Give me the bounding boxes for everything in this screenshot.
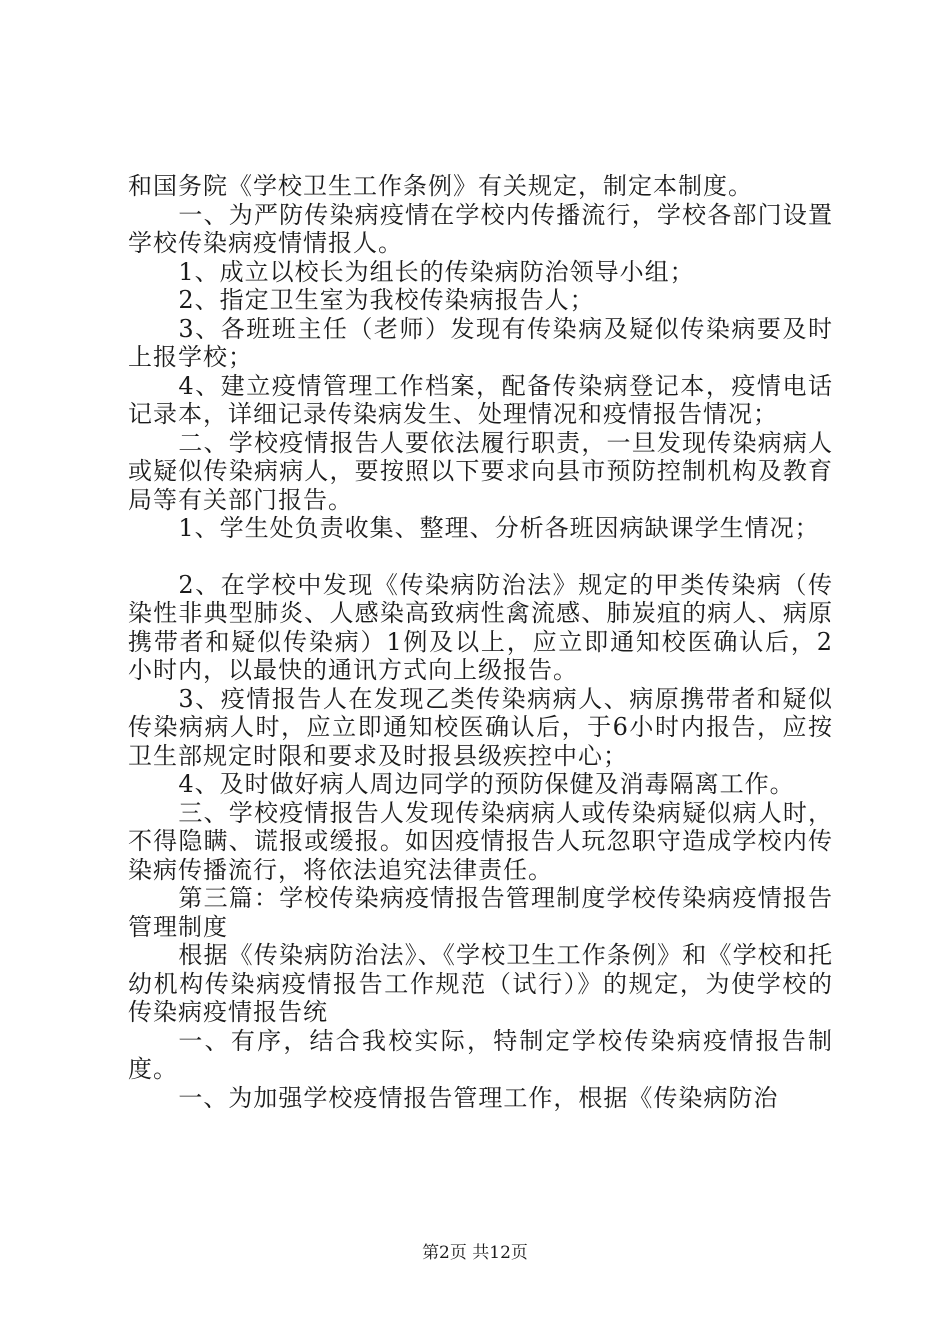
body-paragraph: 3、疫情报告人在发现乙类传染病病人、病原携带者和疑似传染病病人时，应立即通知校医确认后，于6小时内报告，应按卫生部规定时限和要求及时报县级疾控中心； bbox=[128, 684, 833, 770]
body-paragraph: 2、指定卫生室为我校传染病报告人； bbox=[178, 286, 595, 314]
body-paragraph: 第三篇：学校传染病疫情报告管理制度学校传染病疫情报告管理制度 bbox=[128, 884, 833, 941]
body-paragraph: 4、及时做好病人周边同学的预防保健及消毒隔离工作。 bbox=[178, 770, 795, 798]
body-paragraph: 1、成立以校长为组长的传染病防治领导小组； bbox=[178, 257, 695, 286]
body-paragraph: 一、有序，结合我校实际，特制定学校传染病疫情报告制度。 bbox=[128, 1026, 833, 1083]
body-paragraph: 三、学校疫情报告人发现传染病病人或传染病疑似病人时，不得隐瞒、谎报或缓报。如因疫情报告人玩忽职守造成学校内传染病传播流行，将依法追究法律责任。 bbox=[128, 798, 833, 884]
body-paragraph: 4、建立疫情管理工作档案，配备传染病登记本，疫情电话记录本，详细记录传染病发生、处理情况和疫情报告情况； bbox=[128, 371, 833, 428]
body-paragraph: 二、学校疫情报告人要依法履行职责，一旦发现传染病病人或疑似传染病病人，要按照以下要求向县市预防控制机构及教育局等有关部门报告。 bbox=[128, 428, 833, 514]
body-paragraph: 根据《传染病防治法》、《学校卫生工作条例》和《学校和托幼机构传染病疫情报告工作规范（试行）》的规定，为使学校的传染病疫情报告统 bbox=[128, 941, 833, 1026]
body-paragraph: 一、为严防传染病疫情在学校内传播流行，学校各部门设置学校传染病疫情情报人。 bbox=[128, 200, 833, 257]
page-footer: 第2页 共12页 bbox=[422, 1243, 528, 1263]
body-paragraph: 1、学生处负责收集、整理、分析各班因病缺课学生情况； bbox=[178, 514, 820, 542]
body-paragraph: 一、为加强学校疫情报告管理工作，根据《传染病防治 bbox=[178, 1083, 779, 1112]
body-paragraph: 3、各班班主任（老师）发现有传染病及疑似传染病要及时上报学校； bbox=[128, 314, 833, 371]
body-paragraph: 和国务院《学校卫生工作条例》有关规定，制定本制度。 bbox=[128, 172, 753, 200]
body-paragraph: 2、在学校中发现《传染病防治法》规定的甲类传染病（传染性非典型肺炎、人感染高致病性禽流感、肺炭疽的病人、病原携带者和疑似传染病）1例及以上，应立即通知校医确认后，2小时内，以最快的通讯方式向上级报告。 bbox=[128, 570, 833, 684]
document-body bbox=[128, 172, 833, 1112]
paragraph-gap bbox=[128, 543, 833, 571]
